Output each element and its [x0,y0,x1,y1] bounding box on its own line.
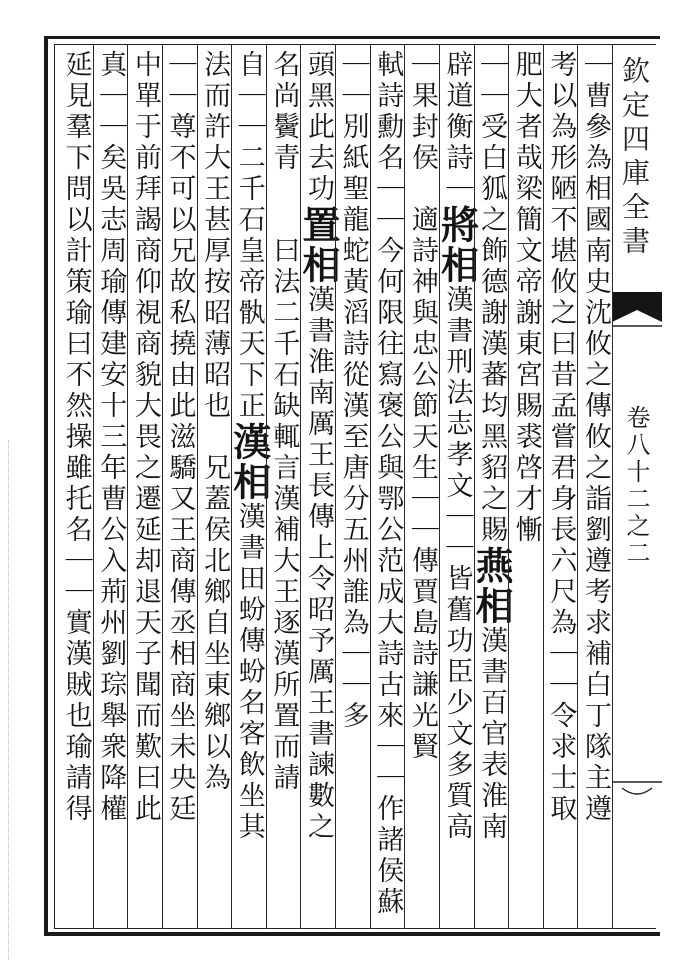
column-text: 漢書刑法志孝文｜｜皆舊功臣少文多質高 [441,285,473,843]
heading-term: 燕相 [469,546,515,626]
column-text: 肥大者哉梁簡文帝謝東宮賜裘啓才慚 [510,50,542,546]
column-text: 自｜｜二千石皇帝骫天下正 [233,50,265,422]
book-title-label: 欽定四庫全書 [618,56,651,260]
column-text: 頭黑此去功 [303,50,334,205]
column-text: 法而許大王甚厚按昭薄昭也 兄蓋侯北鄉自坐東鄉以為 [199,50,231,794]
column-text: ｜｜受白狐之飾德謝漢蕃均黑貂之賜 [476,50,508,546]
column-text: 延見羣下問以計策瑜曰不然操雖托名｜｜實漢賊也瑜請得 [60,50,92,825]
column-text: 適詩神與忠公節天生｜｜ [406,205,438,546]
column-text: 名尚鬢青 曰法二千石缺輒言漢補大王逐漢所置而請 [268,50,300,794]
column-text: ｜｜尊不可以兄故私撓由此滋驕又王商傳丞相商坐未央廷 [164,50,196,825]
heading-term: 將相 [434,205,480,285]
column-text: 考以為形陋不堪攸之曰昔孟嘗君身長六尺為｜｜令求士取 [545,50,577,825]
column-text: 多 [337,701,369,732]
column-text: 軾詩勳名｜｜今何限往寫褒公與鄂公范成大詩古來｜｜作諸侯蘇 [372,50,404,918]
column-text: 漢書百官表淮南 [476,626,508,843]
column-text: 漢書淮南厲王長傳上令昭予厲王書諫數之 [303,285,334,843]
column-text: 中單于前拜謁商仰視商貌大畏之遷延却退天子聞而歎曰此 [129,50,161,825]
column-text: 真｜｜矣吳志周瑜傳建安十三年曹公入荊州劉琮舉衆降權 [95,50,127,825]
column-text: 漢書田蚡傳蚡名客飲坐其 [233,502,265,843]
column-text: 傳賈島詩謙光賢 [406,546,438,763]
heading-term: 置相 [296,205,341,285]
column-text: ｜｜別紙聖龍蛇黃滔詩從漢至唐分五州誰為｜｜ [337,50,369,701]
column-text: ｜曹參為相國南史沈攸之傳攸之詣劉遵考求補白丁隊主遵 [580,50,611,825]
heading-term: 漢相 [226,422,272,502]
volume-label: 卷八十二之二 [622,405,650,567]
column-text: ｜果封侯 [406,50,438,174]
column-text: 辟道衡詩｜ [441,50,473,205]
